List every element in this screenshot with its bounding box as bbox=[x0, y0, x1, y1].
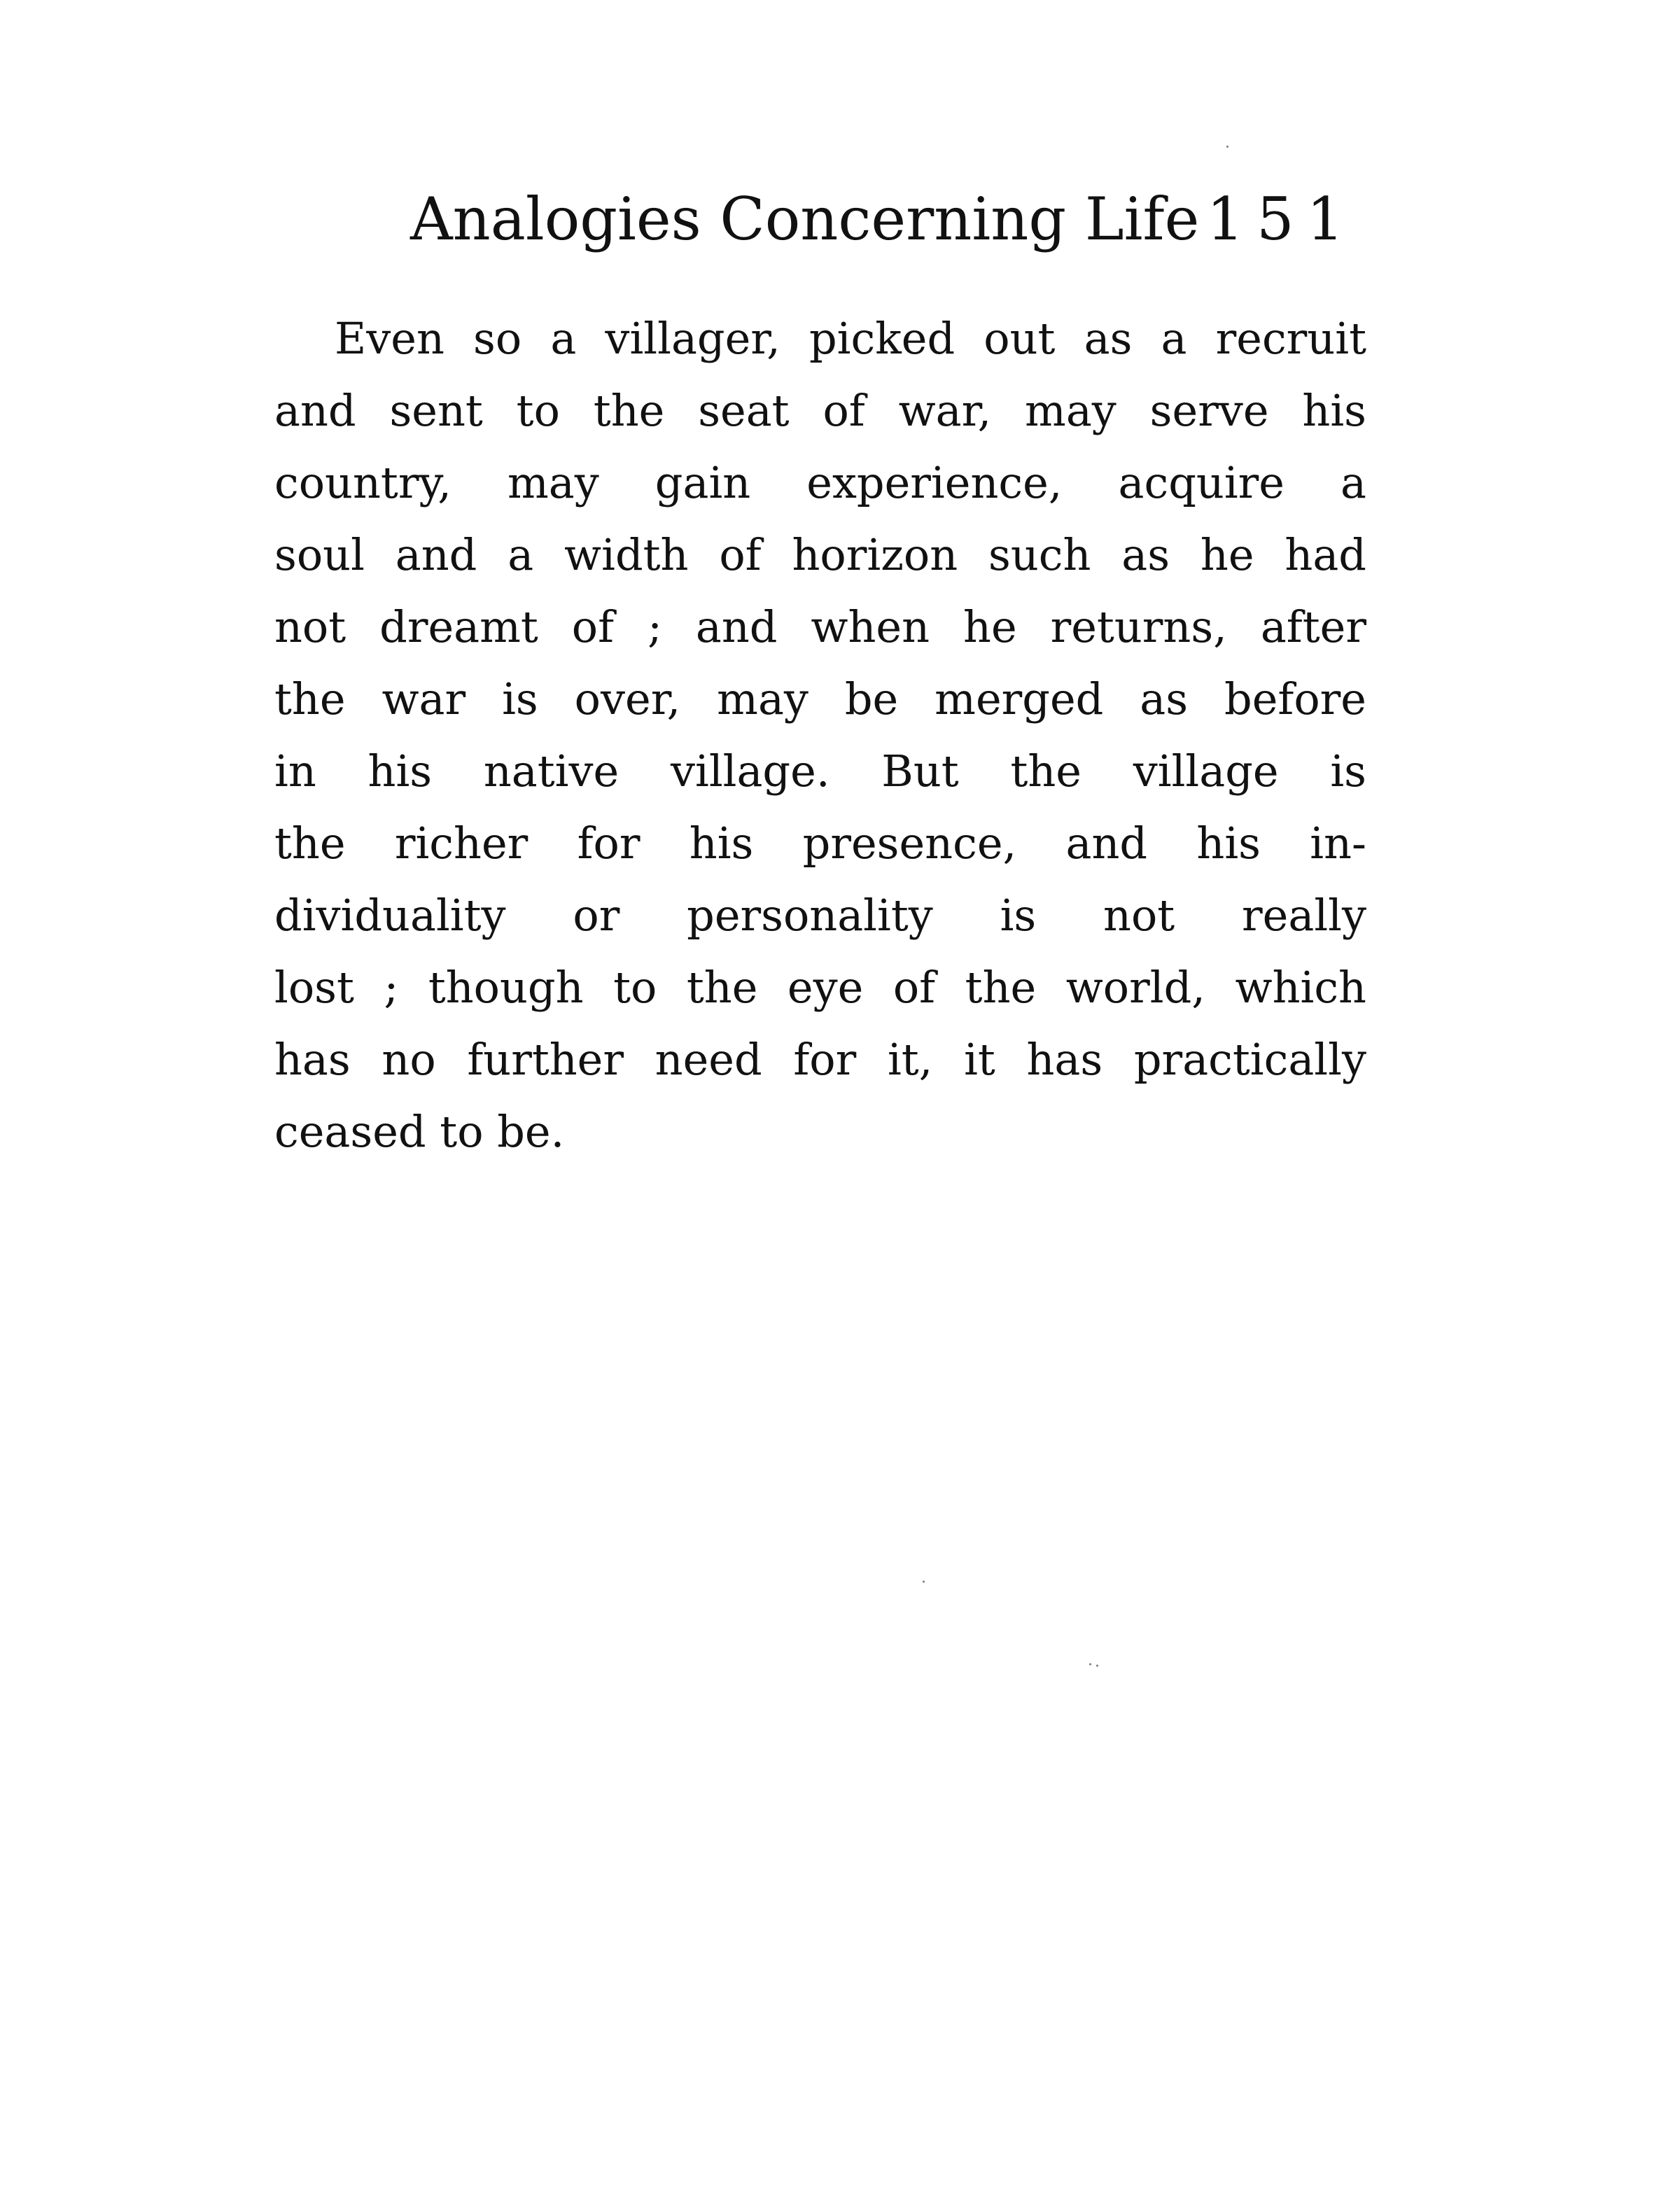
text-line: lost ; though to the eye of the world, which bbox=[274, 962, 1366, 1013]
text-line: Even so a villager, picked out as a recruit bbox=[335, 313, 1366, 364]
text-line: in his native village. But the village is bbox=[274, 746, 1366, 797]
text-line: not dreamt of ; and when he returns, after bbox=[274, 601, 1366, 652]
text-line: and sent to the seat of war, may serve his bbox=[274, 385, 1366, 436]
running-head-title: Analogies Concerning Life bbox=[410, 185, 1200, 253]
scan-speck bbox=[1089, 1663, 1091, 1665]
text-line: the war is over, may be merged as before bbox=[274, 673, 1366, 724]
text-line: country, may gain experience, acquire a bbox=[274, 457, 1366, 508]
text-line: has no further need for it, it has practically bbox=[274, 1034, 1366, 1085]
body-paragraph bbox=[274, 302, 1366, 1168]
scan-speck bbox=[1226, 146, 1228, 148]
text-line: soul and a width of horizon such as he had bbox=[274, 529, 1366, 580]
scan-speck bbox=[1096, 1665, 1098, 1667]
text-line: ceased to be. bbox=[274, 1106, 565, 1157]
running-head bbox=[410, 181, 1357, 258]
text-line: the richer for his presence, and his in- bbox=[274, 818, 1366, 869]
text-line: dividuality or personality is not really bbox=[274, 890, 1366, 941]
page-number: 151 bbox=[1206, 185, 1357, 253]
scan-speck bbox=[923, 1581, 925, 1583]
